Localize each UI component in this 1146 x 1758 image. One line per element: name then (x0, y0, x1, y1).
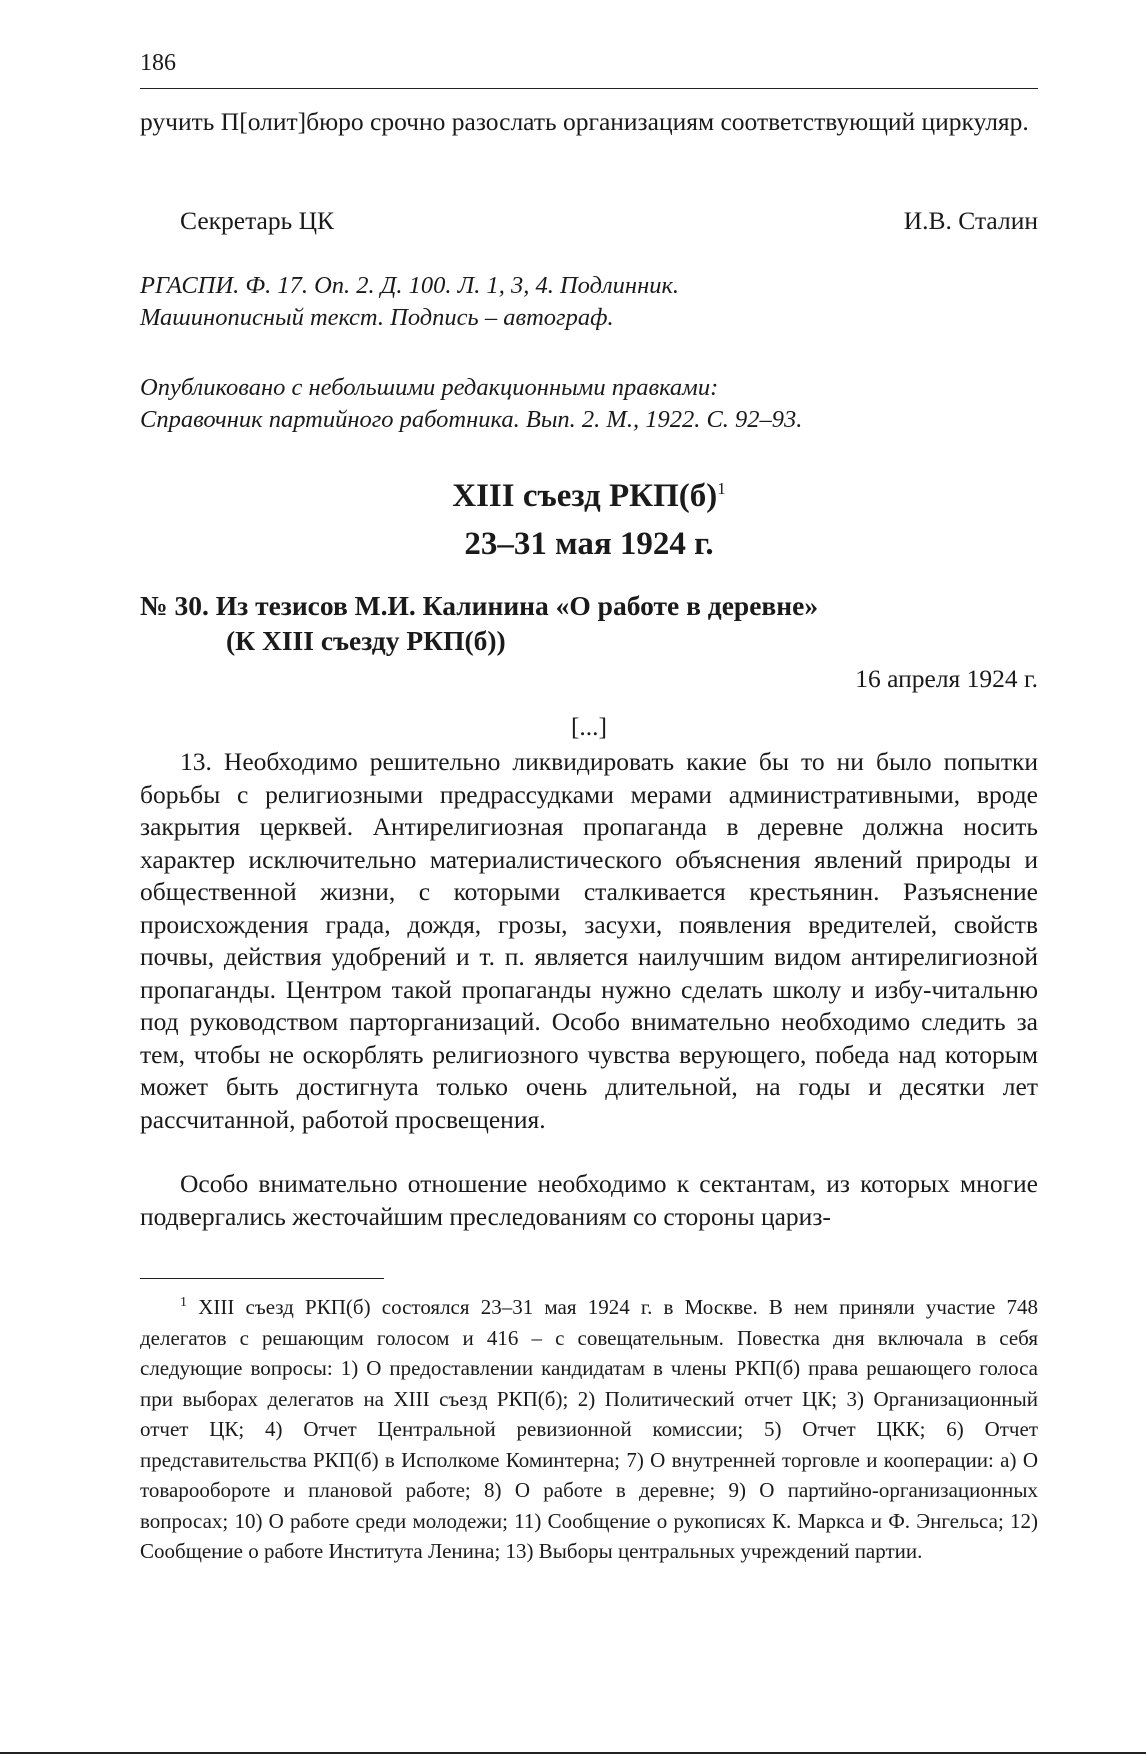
document-heading (140, 588, 1038, 658)
page-number: 186 (140, 50, 176, 76)
archive-source-line-1: РГАСПИ. Ф. 17. Оп. 2. Д. 100. Л. 1, 3, 4. Подлинник. (140, 272, 680, 299)
section-title-footnote-mark: 1 (717, 479, 726, 498)
paragraph-sectarians: Особо внимательно отношение необходимо к сектантам, из которых многие подвергались жесточайшим преследованиям со стороны цариз- (140, 1169, 1038, 1231)
document-date: 16 апреля 1924 г. (855, 664, 1038, 693)
paragraph-13: 13. Необходимо решительно ликвидировать какие бы то ни было попытки борьбы с религиозными предрассудками мерами административными, вроде закрытия церквей. Антирелигиозная пропаганда в деревне должна носить характер исключительно материалистического объяснения явлений природы и общественной жизни, с которыми сталкивается крестьянин. Разъяснение происхождения града, дождя, грозы, засухи, появления вредителей, свойств почвы, действия удобрений и т. п. является наилучшим видом антирелигиозной пропаганды. Центром такой пропаганды нужно сделать школу и избу-читальню под руководством парторганизаций. Особо внимательно необходимо следить за тем, чтобы не оскорблять религиозного чувства верующего, победа над которым может быть достигнута только очень длительной, на годы и десятки лет рассчитанной, работой просвещения. (140, 747, 1038, 1134)
section-title-text: XIII съезд РКП(б) (452, 478, 718, 514)
footnote (140, 1292, 1038, 1567)
footnote-text: XIII съезд РКП(б) состоялся 23–31 мая 1924 г. в Москве. В нем приняли участие 748 делегатов с решающим голосом и 416 – с совещательным. Повестка дня включала в себя следующие вопросы: 1) О предоставлении кандидатам в члены РКП(б) права решающего голоса при выборах делегатов на XIII съезд РКП(б); 2) Политический отчет ЦК; 3) Организационный отчет ЦК; 4) Отчет Центральной ревизионной комиссии; 5) Отчет ЦКК; 6) Отчет представительства РКП(б) в Исполкоме Коминтерна; 7) О внутренней торговле и кооперации: а) О товарообороте и плановой работе; 8) О работе в деревне; 9) О партийно-организационных вопросах; 10) О работе среди молодежи; 11) Сообщение о рукописях К. Маркса и Ф. Энгельса; 12) Сообщение о работе Института Ленина; 13) Выборы центральных учреждений партии. (140, 1295, 1038, 1563)
section-title-line-2: 23–31 мая 1924 г. (464, 526, 714, 562)
section-title (140, 472, 1038, 568)
header-rule (140, 88, 1038, 89)
publication-note-line-2: Справочник партийного работника. Вып. 2. М., 1922. С. 92–93. (140, 406, 803, 433)
publication-note-line-1: Опубликовано с небольшими редакционными правками: (140, 374, 719, 401)
signature-name: И.В. Сталин (903, 206, 1038, 235)
publication-note (140, 372, 1038, 436)
footnote-rule (140, 1278, 384, 1279)
document-heading-line-1: № 30. Из тезисов М.И. Калинина «О работе в деревне» (140, 590, 819, 621)
signature-position: Секретарь ЦК (180, 206, 335, 235)
omission-mark: [...] (570, 712, 608, 741)
page-bottom-edge (0, 1752, 1146, 1754)
archive-source-line-2: Машинописный текст. Подпись – автограф. (140, 304, 614, 331)
section-title-line-1 (140, 472, 1038, 520)
footnote-mark: 1 (180, 1295, 187, 1310)
continuation-paragraph: ручить П[олит]бюро срочно разослать организациям соответствующий циркуляр. (140, 107, 1029, 136)
archive-source-note (140, 270, 1038, 334)
document-heading-line-2: (К XIII съезду РКП(б)) (226, 625, 506, 656)
